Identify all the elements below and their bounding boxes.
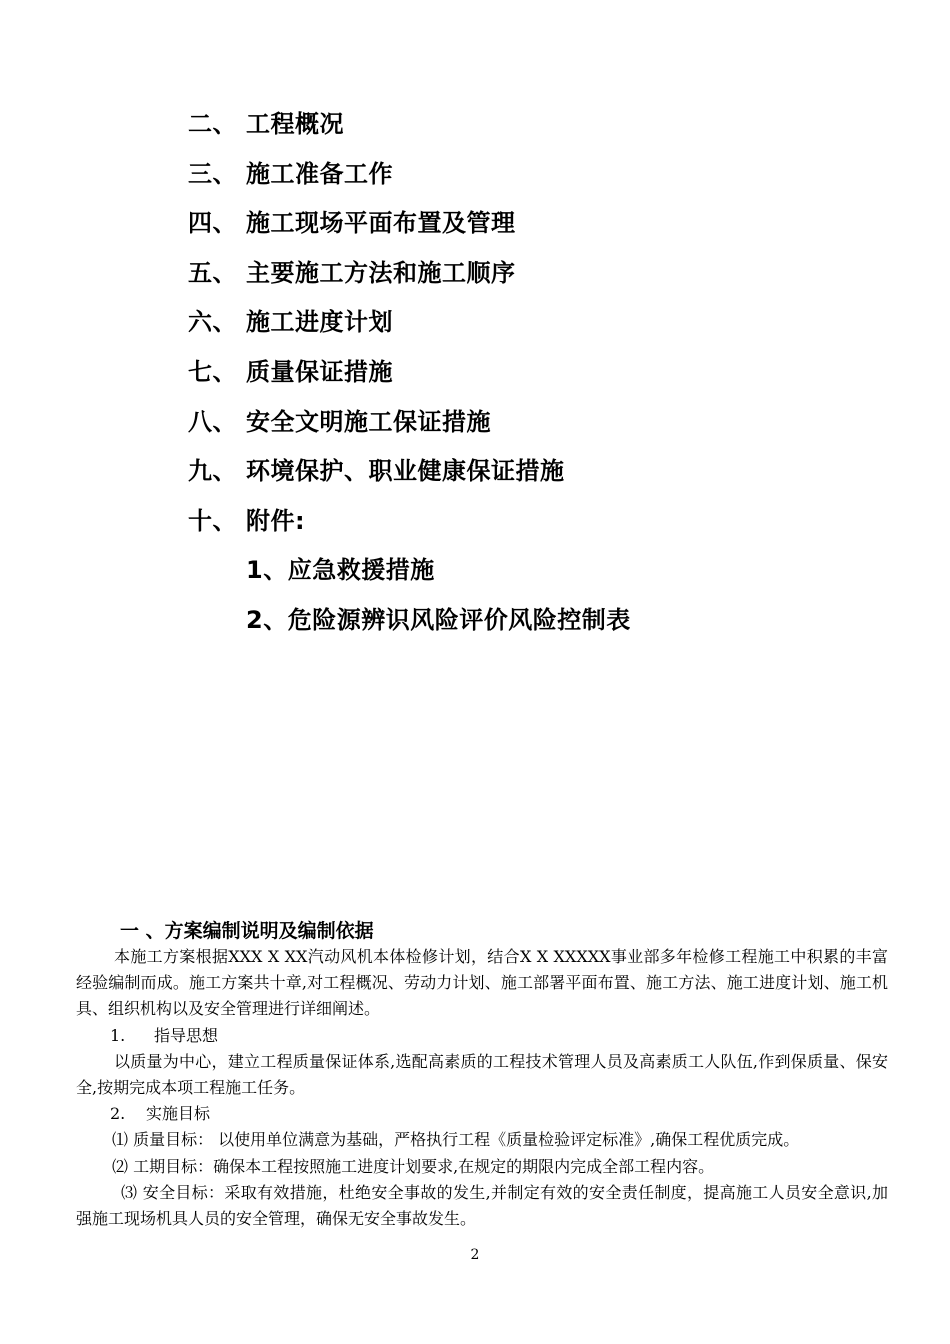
subsection-number: 2.: [110, 1104, 126, 1124]
toc-item: [188, 398, 888, 448]
subsection-title: 指导思想: [154, 1025, 219, 1045]
subsection-heading: [76, 1023, 888, 1049]
guiding-principle-paragraph: 以质量为中心，建立工程质量保证体系,选配高素质的工程技术管理人员及高素质工人队伍,作到保质量、保安全,按期完成本项工程施工任务。: [76, 1051, 888, 1098]
toc-item-number: 九、: [188, 457, 237, 486]
toc-item-title: 工程概况: [246, 110, 344, 138]
toc-item-number: 五、: [188, 258, 237, 287]
safety-goal-paragraph: ⑶ 安全目标：采取有效措施，杜绝安全事故的发生,并制定有效的安全责任制度，提高施工人员安全意识,加强施工现场机具人员的安全管理，确保无安全事故发生。: [76, 1182, 888, 1229]
toc-item: [188, 298, 888, 348]
subsection-title: 实施目标: [146, 1104, 211, 1124]
quality-goal-paragraph: ⑴ 质量目标： 以使用单位满意为基础，严格执行工程《质量检验评定标准》,确保工程优质完成。: [112, 1130, 800, 1150]
table-of-contents: [188, 100, 888, 646]
toc-item: [188, 447, 888, 497]
subsection-heading: [76, 1101, 888, 1127]
toc-item-number: 八、: [188, 407, 237, 436]
toc-item: [188, 100, 888, 150]
toc-item-title: 附件:: [246, 506, 306, 535]
page-number: 2: [470, 1247, 480, 1263]
toc-item-title: 施工进度计划: [246, 308, 393, 337]
subsection-number: 1.: [110, 1025, 126, 1045]
toc-item-number: 十、: [188, 506, 237, 535]
toc-item-title: 施工准备工作: [246, 159, 393, 188]
toc-item-number: 四、: [188, 209, 237, 238]
toc-item: [188, 497, 888, 547]
section-body: [76, 918, 888, 1232]
section-heading: 一 、方案编制说明及编制依据: [120, 920, 374, 942]
toc-item-title: 质量保证措施: [246, 357, 393, 386]
toc-item: [188, 199, 888, 249]
toc-item-number: 六、: [188, 308, 237, 337]
toc-item: [188, 348, 888, 398]
toc-item: [188, 249, 888, 299]
toc-item-title: 安全文明施工保证措施: [246, 407, 491, 436]
toc-item: [188, 150, 888, 200]
toc-item-number: 二、: [188, 110, 237, 138]
toc-item-title: 施工现场平面布置及管理: [246, 209, 516, 238]
intro-paragraph: 本施工方案根据XXX X XX汽动风机本体检修计划，结合X X XXXXX事业部多年检修工程施工中积累的丰富经验编制而成。施工方案共十章,对工程概况、劳动力计划、施工部署平面布置、施工方法、施工进度计划、施工机具、组织机构以及安全管理进行详细阐述。: [76, 947, 888, 1019]
toc-item-title: 环境保护、职业健康保证措施: [246, 457, 565, 486]
toc-subitem: 1、应急救援措施: [246, 556, 435, 585]
schedule-goal-paragraph: ⑵ 工期目标：确保本工程按照施工进度计划要求,在规定的期限内完成全部工程内容。: [112, 1156, 715, 1176]
toc-subitem: 2、危险源辨识风险评价风险控制表: [246, 605, 631, 634]
toc-item-title: 主要施工方法和施工顺序: [246, 258, 516, 287]
toc-item-number: 七、: [188, 357, 237, 386]
toc-item-number: 三、: [188, 159, 237, 188]
